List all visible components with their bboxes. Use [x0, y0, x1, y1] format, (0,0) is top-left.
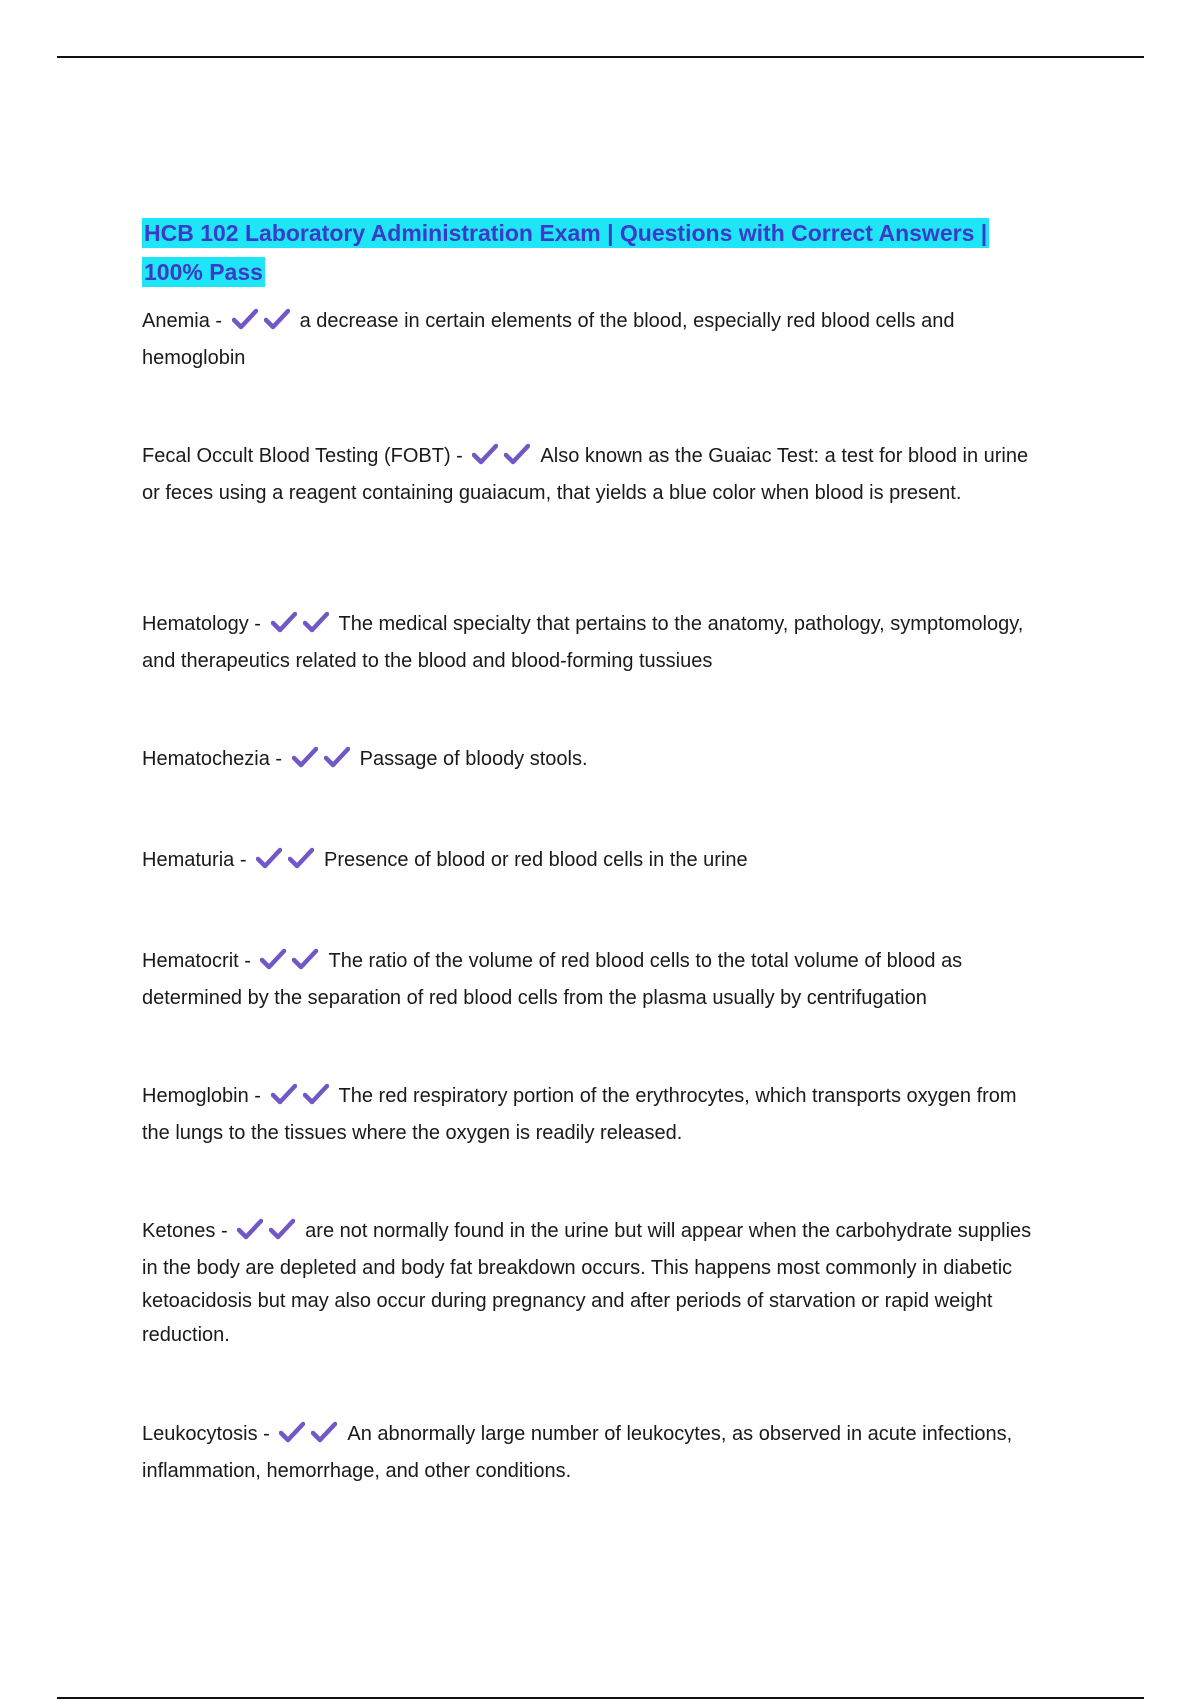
check-icon [279, 1421, 305, 1443]
page-title: HCB 102 Laboratory Administration Exam | Questions with Correct Answers | 100% Pass [144, 220, 988, 285]
entry-term: Fecal Occult Blood Testing (FOBT) [142, 445, 451, 467]
double-check-marks [271, 1083, 335, 1117]
entry-term: Hematocrit [142, 950, 239, 972]
entry-term: Hematuria [142, 849, 235, 871]
entry-separator: - [209, 310, 228, 332]
check-icon [237, 1218, 263, 1240]
double-check-marks [292, 746, 356, 780]
check-icon [256, 847, 282, 869]
glossary-entry [142, 305, 1042, 375]
check-icon [232, 308, 258, 330]
entry-separator: - [238, 950, 257, 972]
double-check-marks [237, 1218, 301, 1252]
check-icon [303, 611, 329, 633]
entry-definition: Passage of bloody stools. [359, 748, 588, 770]
entry-separator: - [215, 1220, 234, 1242]
entry-definition: Presence of blood or red blood cells in the urine [324, 849, 748, 871]
check-icon [324, 746, 350, 768]
entry-separator: - [450, 445, 469, 467]
double-check-marks [260, 948, 324, 982]
bottom-rule [57, 1697, 1144, 1699]
double-check-marks [232, 308, 296, 342]
entry-term: Hematology [142, 613, 249, 635]
glossary-entry [142, 844, 1042, 881]
double-check-marks [472, 443, 536, 477]
check-icon [311, 1421, 337, 1443]
double-check-marks [271, 611, 335, 645]
entry-separator: - [257, 1423, 276, 1445]
glossary-entry [142, 1080, 1042, 1150]
check-icon [269, 1218, 295, 1240]
check-icon [271, 611, 297, 633]
check-icon [288, 847, 314, 869]
entry-definition: The red respiratory portion of the erythrocytes, which transports oxygen from the lungs to the tissues where the oxygen is readily released. [142, 1085, 1017, 1144]
check-icon [292, 746, 318, 768]
glossary-entry [142, 1215, 1042, 1352]
entry-term: Ketones [142, 1220, 216, 1242]
entry-separator: - [234, 849, 253, 871]
check-icon [303, 1083, 329, 1105]
check-icon [504, 443, 530, 465]
page-content [142, 214, 1042, 1482]
glossary-entry [142, 945, 1042, 1015]
double-check-marks [279, 1421, 343, 1455]
entry-definition: The medical specialty that pertains to the anatomy, pathology, symptomology, and therapeutics related to the blood and blood-forming tussiues [142, 613, 1024, 672]
entry-term: Leukocytosis [142, 1423, 258, 1445]
entry-separator: - [269, 748, 288, 770]
check-icon [264, 308, 290, 330]
entry-term: Anemia [142, 310, 210, 332]
check-icon [472, 443, 498, 465]
top-rule [57, 56, 1144, 58]
glossary-entry [142, 743, 1042, 780]
entry-definition: are not normally found in the urine but will appear when the carbohydrate supplies in the body are depleted and body fat breakdown occurs. This happens most commonly in diabetic ketoacidosis but may also occur during pregnancy and after periods of starvation or rapid weight reduction. [142, 1220, 1032, 1346]
entry-separator: - [248, 1085, 267, 1107]
entry-definition: The ratio of the volume of red blood cells to the total volume of blood as determined by the separation of red blood cells from the plasma usually by centrifugation [142, 950, 963, 1009]
check-icon [292, 948, 318, 970]
glossary-entry [142, 608, 1042, 678]
entry-term: Hematochezia [142, 748, 270, 770]
glossary-entry [142, 1418, 1042, 1488]
entry-definition: An abnormally large number of leukocytes, as observed in acute infections, inflammation, hemorrhage, and other conditions. [142, 1423, 1013, 1482]
entry-definition: a decrease in certain elements of the blood, especially red blood cells and hemoglobin [142, 310, 955, 369]
check-icon [271, 1083, 297, 1105]
entry-definition: Also known as the Guaiac Test: a test for blood in urine or feces using a reagent containing guaiacum, that yields a blue color when blood is present. [142, 445, 1029, 504]
glossary-entry [142, 440, 1042, 510]
entry-separator: - [248, 613, 267, 635]
entry-term: Hemoglobin [142, 1085, 249, 1107]
double-check-marks [256, 847, 320, 881]
check-icon [260, 948, 286, 970]
